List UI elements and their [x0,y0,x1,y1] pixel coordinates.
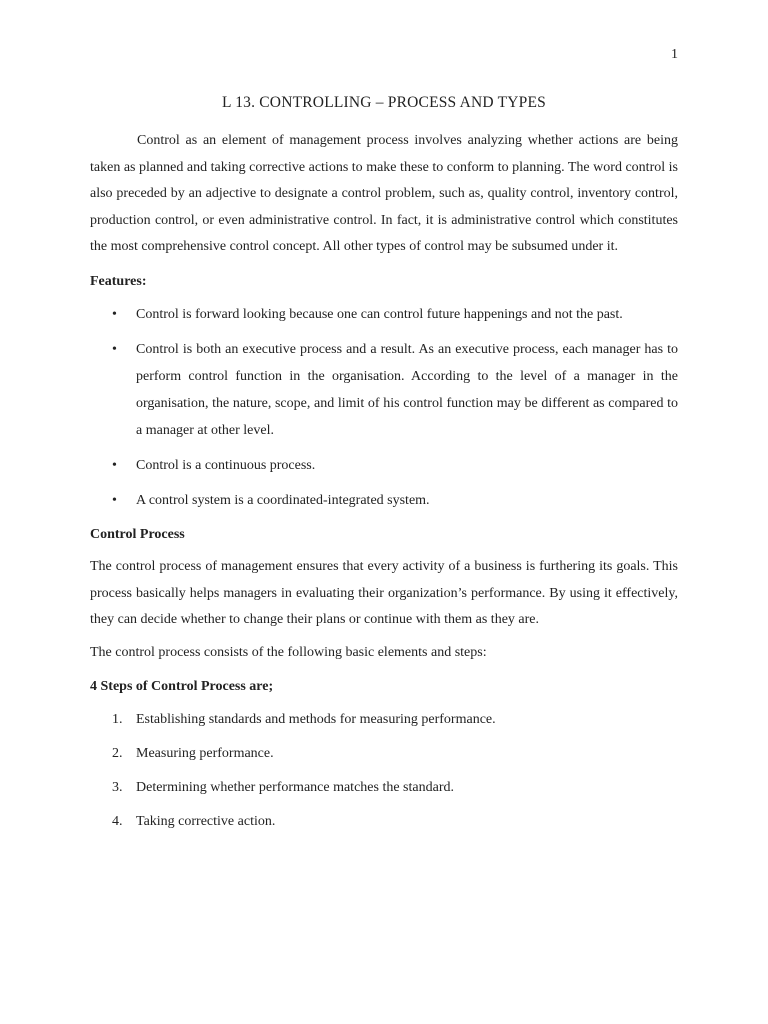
control-process-heading: Control Process [90,526,185,542]
list-item [90,774,678,801]
document-title: L 13. CONTROLLING – PROCESS AND TYPES [222,94,546,111]
step-number: 2. [112,746,123,762]
feature-text: A control system is a coordinated-integrated system. [136,492,430,508]
bullet-icon: • [112,341,117,357]
list-item [90,740,678,767]
bullet-icon: • [112,492,117,508]
page-number: 1 [671,47,678,62]
bullet-icon: • [112,457,117,473]
list-item [90,706,678,733]
features-heading: Features: [90,273,147,289]
steps-heading: 4 Steps of Control Process are; [90,679,274,695]
document-body [90,128,678,842]
step-text: Establishing standards and methods for measuring performance. [136,712,496,728]
intro-paragraph: Control as an element of management process involves analyzing whether actions are being taken as planned and taking corrective actions to make these to conform to planning. The word control is also preceded by an adjective to designate a control problem, such as, quality control, inventory control, production control, or even administrative control. In fact, it is administrative control which constitutes the most comprehensive control concept. All other types of control may be subsumed under it. [90,133,678,255]
steps-list [90,706,678,835]
list-item [90,487,678,514]
feature-text: Control is forward looking because one can control future happenings and not the past. [136,306,623,322]
step-number: 1. [112,712,123,728]
step-text: Determining whether performance matches the standard. [136,780,454,796]
bullet-icon: • [112,306,117,322]
step-text: Taking corrective action. [136,814,276,830]
list-item [90,336,678,444]
control-process-paragraph: The control process of management ensures that every activity of a business is furthering its goals. This process basically helps managers in evaluating their organization’s performance. By using it effectively, they can decide whether to change their plans or continue with them as they are. [90,558,678,628]
features-list [90,301,678,514]
list-item [90,301,678,328]
control-process-elements-paragraph: The control process consists of the following basic elements and steps: [90,644,487,660]
feature-text: Control is a continuous process. [136,457,316,473]
list-item [90,452,678,479]
step-number: 4. [112,814,123,830]
list-item [90,808,678,835]
feature-text: Control is both an executive process and a result. As an executive process, each manager has to perform control function in the organisation. According to the level of a manager in the organisation, the nature, scope, and limit of his control function may be different as compared to a manager at other level. [136,341,678,438]
step-text: Measuring performance. [136,746,274,762]
step-number: 3. [112,780,123,796]
